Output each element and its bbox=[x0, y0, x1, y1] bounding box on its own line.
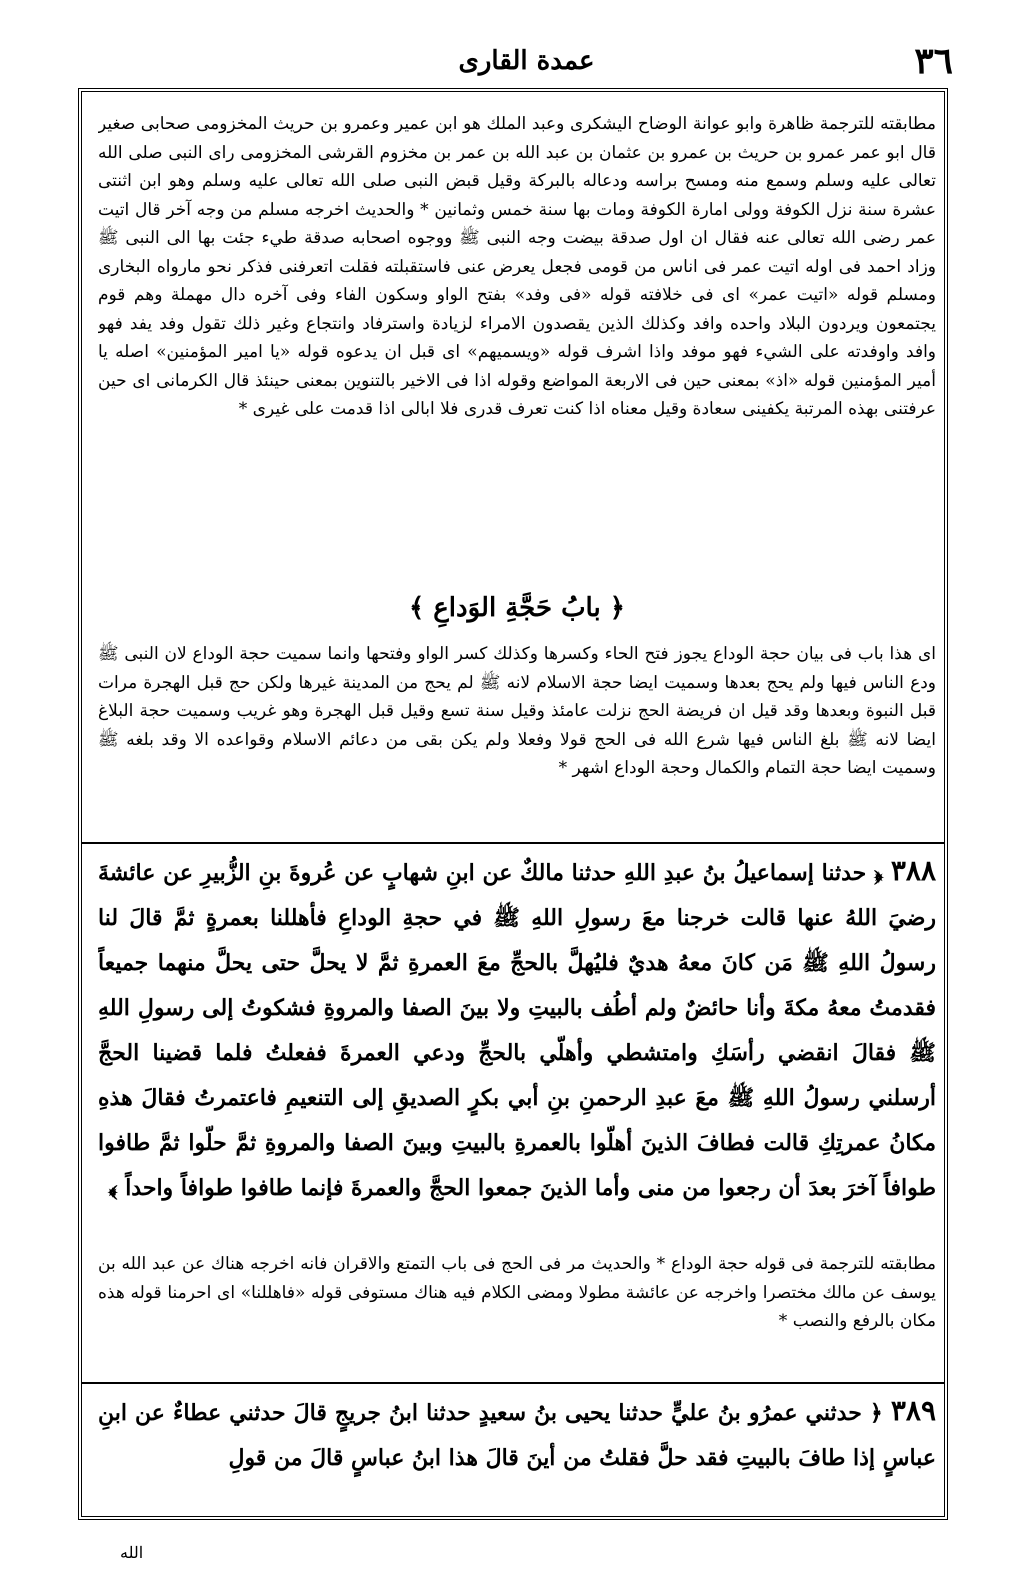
hadith-text: ﴿ حدثني عمرُو بنُ عليٍّ حدثنا يحيى بنُ سعيدٍ حدثنا ابنُ جريجٍ قالَ حدثني عطاءٌ عن ابنِ عباسٍ إذا طافَ بالبيتِ فقد حلَّ فقلتُ من أينَ قالَ هذا ابنُ عباسٍ قالَ من قولِ bbox=[98, 1400, 936, 1471]
section-divider bbox=[82, 842, 944, 844]
page-number: ٣٦ bbox=[914, 40, 953, 82]
chapter-title: ﴿ بابُ حَجَّةِ الوَداعِ ﴾ bbox=[409, 593, 625, 623]
commentary-paragraph-2: اى هذا باب فى بيان حجة الوداع يجوز فتح الحاء وكسرها وكذلك كسر الواو وفتحها وانما سميت حجة الوداع لان النبى ﷺ ودع الناس فيها ولم يحج بعدها وسميت ايضا حجة الاسلام لانه ﷺ لم يحج من المدينة غيرها ولكن حج قبل الهجرة مرات قبل النبوة وبعدها وقد قيل ان فريضة الحج نزلت عامئذ وقيل سنة تسع وقيل قبل الهجرة وهو غريب وسميت حجة البلاغ ايضا لانه ﷺ بلغ الناس فيها شرع الله فى الحج قولا وفعلا ولم يكن بقى من دعائم الاسلام وقواعده الا وقد بلغه ﷺ وسميت ايضا حجة التمام والكمال وحجة الوداع اشهر * bbox=[98, 644, 936, 778]
hadith-number: ٣٨٩ bbox=[890, 1394, 936, 1427]
hadith-389 bbox=[98, 1388, 936, 1508]
section-divider bbox=[82, 1382, 944, 1384]
book-title: عمدة القاری bbox=[458, 46, 595, 76]
commentary-paragraph-1: مطابقته للترجمة ظاهرة وابو عوانة الوضاح اليشكرى وعبد الملك هو ابن عمير وعمرو بن حريث المخزومى صحابى صغير قال ابو عمر عمرو بن حريث بن عمرو بن عثمان بن عبد الله بن عمر بن مخزوم القرشى المخزومى راى النبى صلى الله تعالى عليه وسلم وسمع منه ومسح براسه ودعاله بالبركة وقيل قبض النبى صلى الله تعالى عليه وسلم وهو ابن اثنتى عشرة سنة نزل الكوفة وولى امارة الكوفة ومات بها سنة خمس وثمانين * والحديث اخرجه مسلم من وجه آخر قال اتيت عمر رضى الله تعالى عنه فقال ان اول صدقة بيضت وجه النبى ﷺ ووجوه اصحابه صدقة طيء جئت بها الى النبى ﷺ وزاد احمد فى اوله اتيت عمر فى اناس من قومى فجعل يعرض عنى فاستقبلته فقلت اتعرفنى فذكر نحو مارواه البخارى ومسلم قوله «اتيت عمر» اى فى خلافته قوله «فى وفد» بفتح الواو وسكون الفاء وفى آخره دال مهملة وهم قوم يجتمعون ويردون البلاد واحده وافد وكذلك الذين يقصدون الامراء لزيادة واسترفاد وانتجاع وغير ذلك تقول وفد يفد فهو وافد واوفدته على الشيء فهو موفد واذا اشرف قوله «ويسميهم» اى قبل ان يدعوه قوله «يا امير المؤمنين» اصله يا أمير المؤمنين قوله «اذ» بمعنى حين فى الاربعة المواضع وقوله اذا فى الاخير بالتنوين بمعنى حينئذ قال الكرمانى اى حين عرفتنى بهذه المرتبة يكفينى سعادة وقيل معناه اذا كنت تعرف قدرى فلا ابالى اذا قدمت على غيرى * bbox=[98, 114, 936, 419]
page-header bbox=[80, 40, 973, 90]
commentary-paragraph-3: مطابقته للترجمة فى قوله حجة الوداع * والحديث مر فى الحج فى باب التمتع والاقران فانه اخرجه هناك عن عبد الله بن يوسف عن مالك مختصرا واخرجه عن عائشة مطولا ومضى الكلام فيه هناك مستوفى قوله «فاهللنا» اى احرمنا قوله هذه مكان بالرفع والنصب * bbox=[98, 1254, 936, 1331]
hadith-388 bbox=[98, 848, 936, 1240]
hadith-text: ﴿ حدثنا إسماعيلُ بنُ عبدِ اللهِ حدثنا مالكٌ عن ابنِ شهابٍ عن عُروةَ بنِ الزُّبيرِ عن عائشةَ رضيَ اللهُ عنها قالت خرجنا معَ رسولِ اللهِ ﷺ في حجةِ الوداعِ فأهللنا بعمرةٍ ثمَّ قالَ لنا رسولُ اللهِ ﷺ مَن كانَ معهُ هديٌ فليُهلَّ بالحجِّ معَ العمرةِ ثمَّ لا يحلَّ حتى يحلَّ منهما جميعاً فقدمتُ معهُ مكةَ وأنا حائضٌ ولم أطُف بالبيتِ ولا بينَ الصفا والمروةِ فشكوتُ إلى رسولِ اللهِ ﷺ فقالَ انقضي رأسَكِ وامتشطي وأهلّي بالحجِّ ودعي العمرةَ ففعلتُ فلما قضينا الحجَّ أرسلني رسولُ اللهِ ﷺ معَ عبدِ الرحمنِ بنِ أبي بكرٍ الصديقِ إلى التنعيمِ فاعتمرتُ فقالَ هذهِ مكانُ عمرتِكِ قالت فطافَ الذينَ أهلّوا بالعمرةِ بالبيتِ وبينَ الصفا والمروةِ ثمَّ حلّوا ثمَّ طافوا طوافاً آخرَ بعدَ أن رجعوا من منى وأما الذينَ جمعوا الحجَّ والعمرةَ فإنما طافوا طوافاً واحداً ﴾ bbox=[98, 860, 936, 1201]
hadith-number: ٣٨٨ bbox=[890, 854, 936, 887]
catchword: الله bbox=[120, 1543, 144, 1562]
